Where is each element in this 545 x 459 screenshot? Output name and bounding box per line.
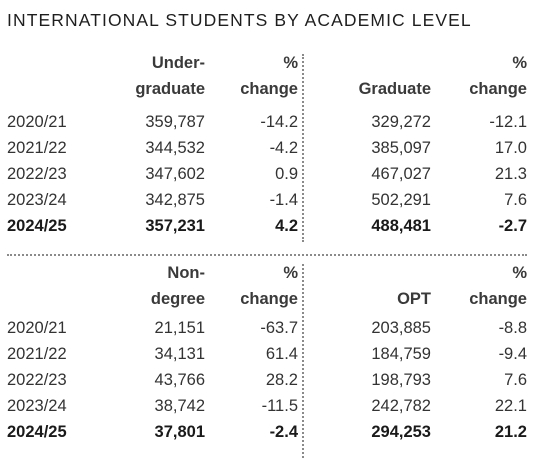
row-year: 2023/24 — [7, 397, 67, 415]
row-nondegree-value: 38,742 — [154, 397, 205, 415]
page-title: INTERNATIONAL STUDENTS BY ACADEMIC LEVEL — [7, 10, 472, 30]
header-opt: OPT — [397, 290, 431, 308]
row-nondegree-change: -11.5 — [261, 397, 298, 415]
row-graduate-value: 329,272 — [371, 113, 431, 131]
header-undergraduate-line2: graduate — [135, 80, 205, 98]
row-undergraduate-value: 347,602 — [145, 165, 205, 183]
row-undergraduate-change: -1.4 — [269, 191, 298, 209]
row-graduate-value: 502,291 — [371, 191, 431, 209]
row-undergraduate-value: 344,532 — [145, 139, 205, 157]
row-graduate-change: 21.3 — [494, 165, 527, 183]
row-opt-value: 184,759 — [371, 345, 431, 363]
row-nondegree-change: 28.2 — [265, 371, 298, 389]
row-nondegree-value: 43,766 — [154, 371, 205, 389]
header-undergraduate-line1: Under- — [151, 54, 205, 72]
header-pct-line1: % — [283, 54, 298, 72]
row-year: 2020/21 — [7, 319, 67, 337]
row-year: 2022/23 — [7, 371, 67, 389]
row-undergraduate-change: -4.2 — [269, 139, 298, 157]
row-nondegree-change: -63.7 — [260, 319, 298, 337]
row-nondegree-value: 21,151 — [154, 319, 205, 337]
row-opt-change: 7.6 — [504, 371, 527, 389]
row-undergraduate-change: -14.2 — [260, 113, 298, 131]
header-pct-line2: change — [240, 290, 298, 308]
row-nondegree-value-latest: 37,801 — [154, 423, 205, 441]
row-year-latest: 2024/25 — [7, 423, 67, 441]
row-year: 2021/22 — [7, 139, 67, 157]
row-opt-change: -8.8 — [498, 319, 527, 337]
header-pct-line2: change — [240, 80, 298, 98]
row-year: 2021/22 — [7, 345, 67, 363]
row-year-latest: 2024/25 — [7, 217, 67, 235]
row-opt-value-latest: 294,253 — [371, 423, 431, 441]
row-opt-value: 203,885 — [371, 319, 431, 337]
row-opt-change: -9.4 — [498, 345, 527, 363]
column-divider — [302, 54, 304, 242]
section-divider — [7, 254, 527, 256]
header-pct-line1-right: % — [512, 264, 527, 282]
row-graduate-change-latest: -2.7 — [498, 217, 527, 235]
row-year: 2023/24 — [7, 191, 67, 209]
row-year: 2022/23 — [7, 165, 67, 183]
row-year: 2020/21 — [7, 113, 67, 131]
row-opt-change: 22.1 — [494, 397, 527, 415]
row-nondegree-value: 34,131 — [154, 345, 205, 363]
row-opt-change-latest: 21.2 — [494, 423, 527, 441]
header-nondegree-line1: Non- — [167, 264, 205, 282]
row-opt-value: 242,782 — [371, 397, 431, 415]
row-graduate-value-latest: 488,481 — [371, 217, 431, 235]
header-pct-line2-right: change — [469, 290, 527, 308]
row-undergraduate-value-latest: 357,231 — [145, 217, 205, 235]
header-graduate: Graduate — [358, 80, 431, 98]
row-graduate-change: 7.6 — [504, 191, 527, 209]
row-graduate-value: 467,027 — [371, 165, 431, 183]
row-nondegree-change: 61.4 — [265, 345, 298, 363]
header-pct-line1-right: % — [512, 54, 527, 72]
header-nondegree-line2: degree — [150, 290, 205, 308]
row-nondegree-change-latest: -2.4 — [269, 423, 298, 441]
row-undergraduate-value: 342,875 — [145, 191, 205, 209]
row-graduate-change: 17.0 — [494, 139, 527, 157]
row-undergraduate-change: 0.9 — [275, 165, 298, 183]
header-pct-line1: % — [283, 264, 298, 282]
row-opt-value: 198,793 — [371, 371, 431, 389]
row-graduate-change: -12.1 — [489, 113, 527, 131]
row-undergraduate-change-latest: 4.2 — [275, 217, 298, 235]
row-graduate-value: 385,097 — [371, 139, 431, 157]
header-pct-line2-right: change — [469, 80, 527, 98]
row-undergraduate-value: 359,787 — [145, 113, 205, 131]
column-divider — [302, 264, 304, 458]
